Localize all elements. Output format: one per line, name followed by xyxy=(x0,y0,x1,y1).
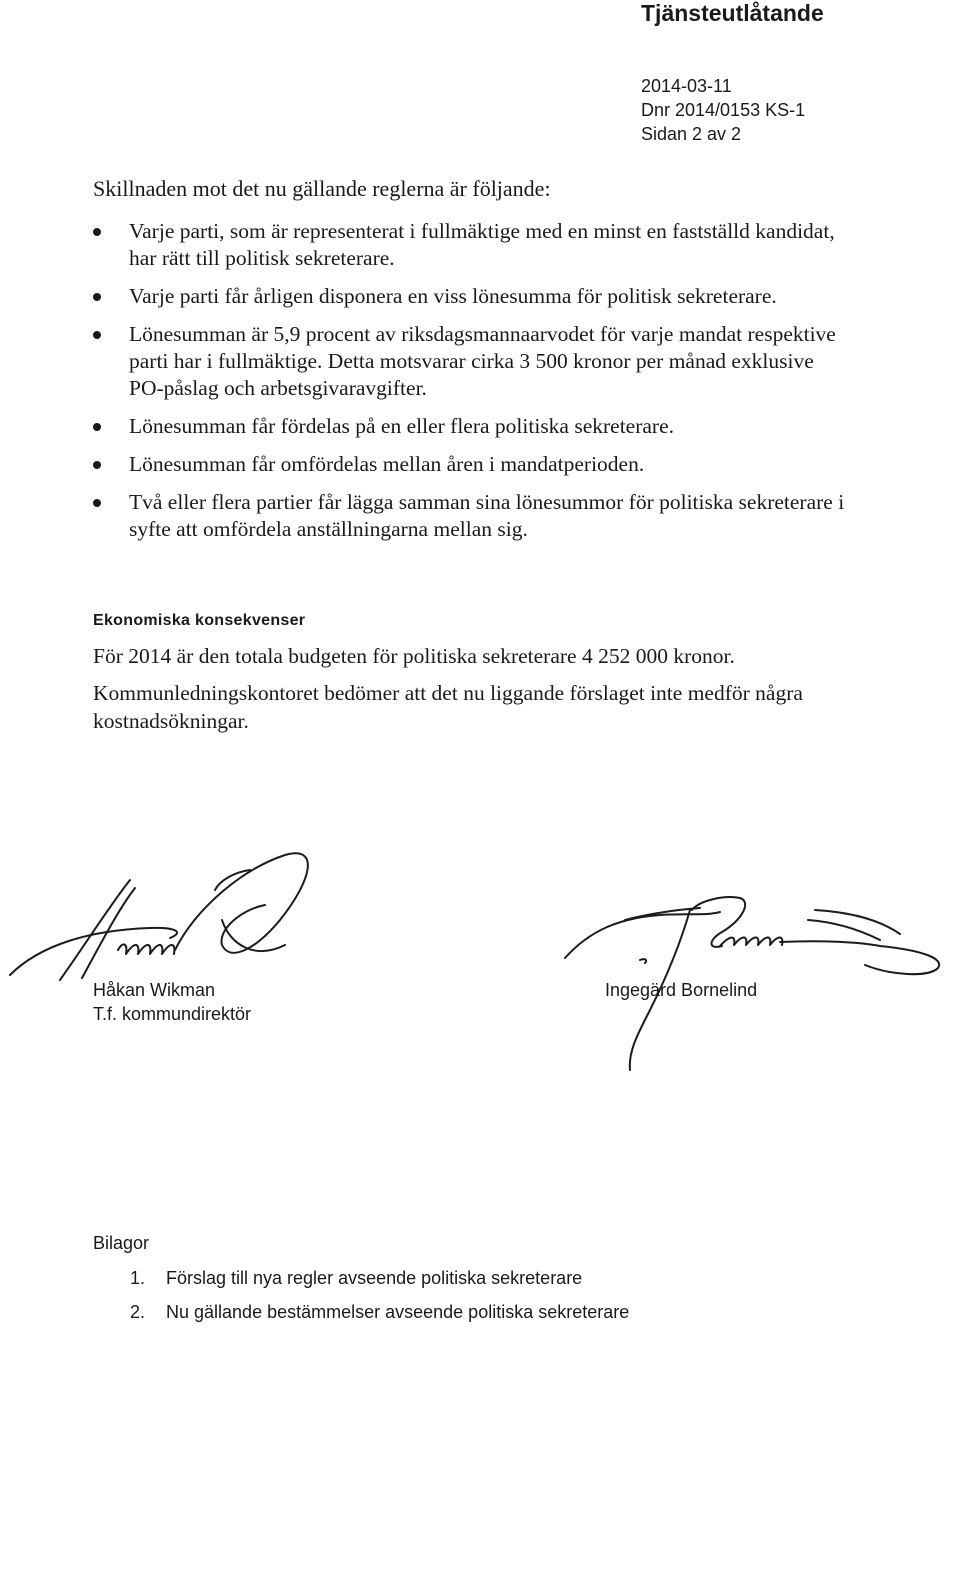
rule-differences-list xyxy=(93,218,853,554)
list-item-text: Lönesumman är 5,9 procent av riksdagsmannaarvodet för varje mandat respektive parti har i fullmäktige. Detta motsvarar cirka 3 500 kronor per månad exklusive PO-påslag och arbetsgivaravgifter. xyxy=(129,322,836,400)
bullet-icon xyxy=(93,293,101,301)
list-item-text: Varje parti får årligen disponera en viss lönesumma för politisk sekreterare. xyxy=(129,284,777,308)
attachment-text: Förslag till nya regler avseende politiska sekreterare xyxy=(166,1268,583,1288)
attachment-item xyxy=(130,1266,629,1290)
bullet-icon xyxy=(93,499,101,507)
attachment-text: Nu gällande bestämmelser avseende politiska sekreterare xyxy=(166,1302,630,1322)
intro-text: Skillnaden mot det nu gällande reglerna är följande: xyxy=(93,176,551,201)
document-meta xyxy=(641,74,805,146)
document-dnr: Dnr 2014/0153 KS-1 xyxy=(641,100,806,120)
budget-paragraph: För 2014 är den totala budgeten för politiska sekreterare 4 252 000 kronor. xyxy=(93,644,735,668)
page-number: Sidan 2 av 2 xyxy=(641,124,742,144)
attachment-number: 2. xyxy=(130,1302,146,1322)
attachment-number: 1. xyxy=(130,1268,146,1288)
list-item xyxy=(93,413,853,440)
list-item-text: Lönesumman får fördelas på en eller flera politiska sekreterare. xyxy=(129,414,675,438)
signer-name: Håkan Wikman xyxy=(93,980,216,1000)
document-title: Tjänsteutlåtande xyxy=(641,0,824,26)
signature-1-mark xyxy=(10,853,308,980)
list-item xyxy=(93,283,853,310)
list-item xyxy=(93,451,853,478)
list-item xyxy=(93,489,853,543)
attachment-item xyxy=(130,1300,629,1324)
bullet-icon xyxy=(93,423,101,431)
signer-name: Ingegärd Bornelind xyxy=(605,980,758,1000)
signature-area xyxy=(0,850,960,1090)
signer-title: T.f. kommundirektör xyxy=(93,1004,252,1024)
cost-paragraph: Kommunledningskontoret bedömer att det nu liggande förslaget inte medför några kostnadsökningar. xyxy=(93,681,803,733)
economics-heading: Ekonomiska konsekvenser xyxy=(93,612,306,629)
attachments-list xyxy=(130,1266,629,1334)
bullet-icon xyxy=(93,461,101,469)
list-item xyxy=(93,218,853,272)
list-item xyxy=(93,321,853,402)
bullet-icon xyxy=(93,331,101,339)
list-item-text: Lönesumman får omfördelas mellan åren i mandatperioden. xyxy=(129,452,645,476)
signer-hakan-wikman xyxy=(93,978,251,1026)
document-date: 2014-03-11 xyxy=(641,76,732,96)
bullet-icon xyxy=(93,228,101,236)
list-item-text: Varje parti, som är representerat i fullmäktige med en minst en fastställd kandidat, har rätt till politisk sekreterare. xyxy=(129,219,835,270)
signer-ingegard-bornelind xyxy=(605,978,757,1002)
list-item-text: Två eller flera partier får lägga samman sina lönesummor för politiska sekreterare i syfte att omfördela anställningarna mellan sig. xyxy=(129,490,845,541)
attachments-heading: Bilagor xyxy=(93,1233,150,1253)
handwritten-signatures xyxy=(0,850,960,1090)
